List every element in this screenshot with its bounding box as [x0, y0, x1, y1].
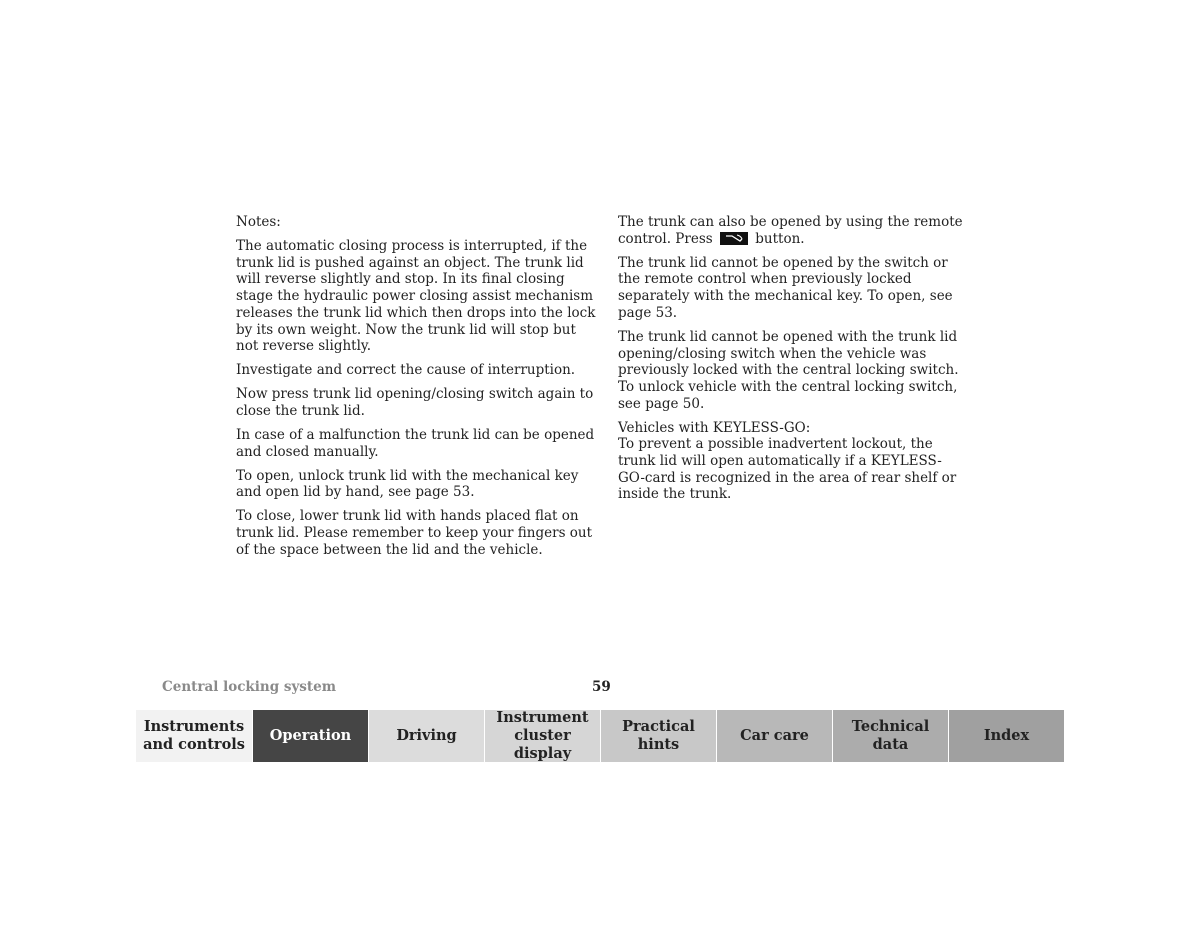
- body-paragraph: Investigate and correct the cause of interruption.: [236, 362, 576, 379]
- tab-driving[interactable]: Driving: [368, 710, 484, 762]
- tab-instrument-cluster-display[interactable]: Instrument cluster display: [484, 710, 600, 762]
- left-column: [236, 214, 596, 566]
- trunk-open-icon: [720, 232, 748, 245]
- remote-text-before: The trunk can also be opened by using the remote control. Press: [618, 214, 963, 247]
- right-column: [618, 214, 968, 510]
- page-number: 59: [592, 679, 611, 695]
- body-paragraph: Now press trunk lid opening/closing switch again to close the trunk lid.: [236, 386, 594, 419]
- body-paragraph: In case of a malfunction the trunk lid can be opened and closed manually.: [236, 426, 595, 460]
- tab-practical-hints[interactable]: Practical hints: [600, 710, 716, 762]
- tab-operation[interactable]: Operation: [252, 710, 368, 762]
- body-paragraph: The trunk lid cannot be opened with the trunk lid opening/closing switch when the vehicle was previously locked with the central locking switch. To unlock vehicle with the central locking switch, see page 50.: [618, 328, 959, 412]
- notes-heading: Notes:: [236, 214, 281, 230]
- tab-technical-data[interactable]: Technical data: [832, 710, 948, 762]
- keyless-go-paragraph: [618, 420, 968, 504]
- chapter-nav-bar: [136, 710, 1064, 762]
- remote-text-after: button.: [755, 230, 805, 247]
- section-title: Central locking system: [162, 679, 337, 695]
- remote-control-paragraph: [618, 214, 968, 247]
- keyless-go-heading: Vehicles with KEYLESS-GO:: [618, 419, 811, 436]
- tab-car-care[interactable]: Car care: [716, 710, 832, 762]
- tab-instruments-and-controls[interactable]: Instruments and controls: [136, 710, 252, 762]
- keyless-go-text: To prevent a possible inadvertent lockout, the trunk lid will open automatically if a KEYLESS-GO-card is recognized in the area of rear shelf or inside the trunk.: [618, 436, 957, 503]
- body-paragraph: To close, lower trunk lid with hands placed flat on trunk lid. Please remember to keep your fingers out of the space between the lid and the vehicle.: [236, 508, 593, 558]
- body-paragraph: The automatic closing process is interrupted, if the trunk lid is pushed against an object. The trunk lid will reverse slightly and stop. In its final closing stage the hydraulic power closing assist mechanism releases the trunk lid which then drops into the lock by its own weight. Now the trunk lid will stop but not reverse slightly.: [236, 238, 596, 355]
- tab-index[interactable]: Index: [948, 710, 1064, 762]
- body-paragraph: To open, unlock trunk lid with the mechanical key and open lid by hand, see page 53.: [236, 467, 579, 501]
- body-paragraph: The trunk lid cannot be opened by the switch or the remote control when previously locked separately with the mechanical key. To open, see page 53.: [618, 254, 953, 321]
